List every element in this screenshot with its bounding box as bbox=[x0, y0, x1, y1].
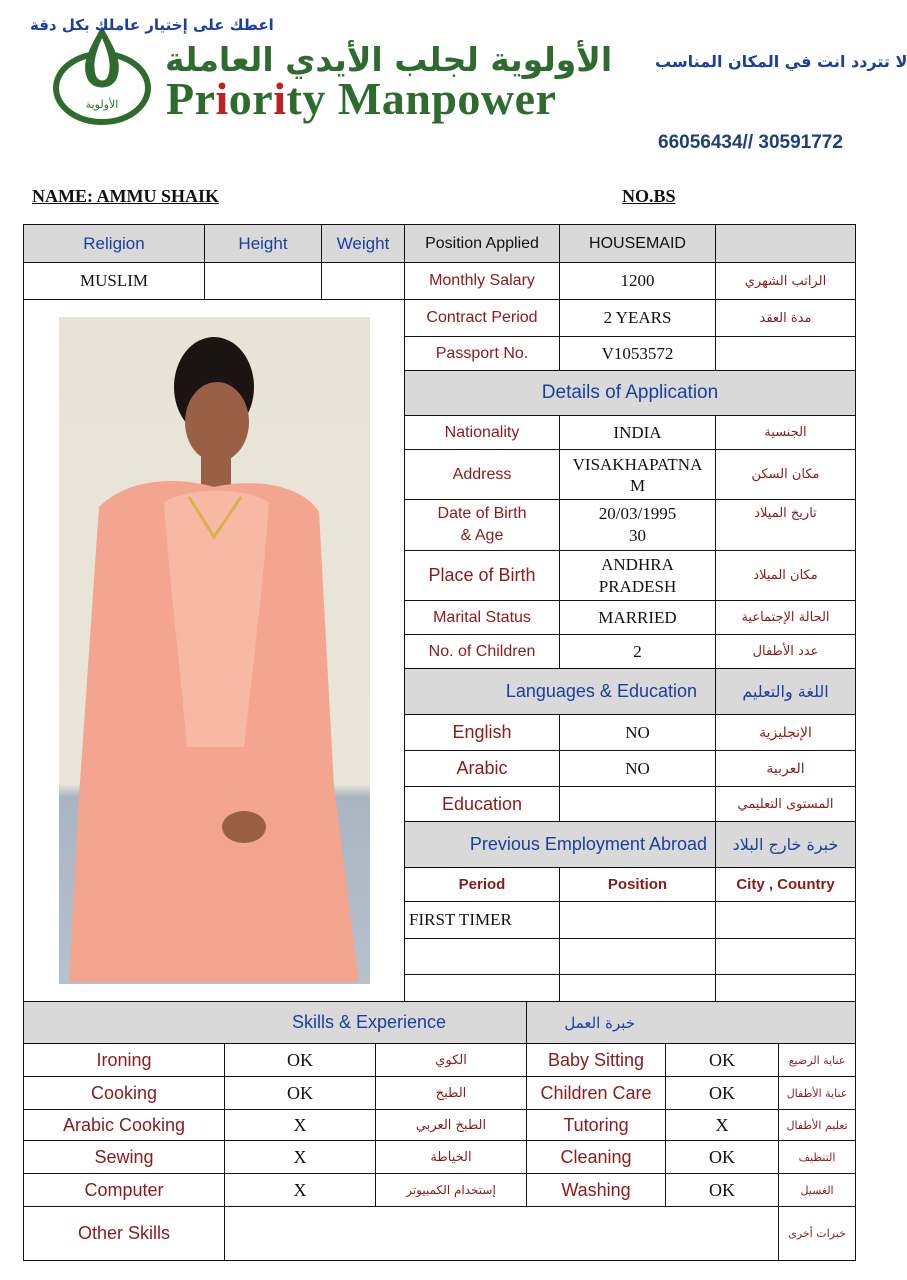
skill-value: OK bbox=[666, 1141, 779, 1174]
skills-table bbox=[23, 1001, 856, 1261]
skill-label-ar: الكوي bbox=[376, 1044, 527, 1077]
employment-position bbox=[560, 902, 716, 939]
skill-label-ar: الطبخ bbox=[376, 1077, 527, 1110]
candidate-name: NAME: AMMU SHAIK bbox=[32, 186, 219, 206]
skill-value: X bbox=[666, 1110, 779, 1141]
other-skills-value bbox=[225, 1207, 779, 1261]
other-skills-label-ar: خبرات أخرى bbox=[779, 1207, 856, 1261]
skill-label-ar: تعليم الأطفال bbox=[779, 1110, 856, 1141]
position-applied-label: Position Applied bbox=[405, 225, 560, 263]
skill-label: Tutoring bbox=[527, 1110, 666, 1141]
company-name-arabic: الأولوية لجلب الأيدي العاملة bbox=[165, 40, 613, 79]
skill-label-ar: إستخدام الكمبيوتر bbox=[376, 1174, 527, 1207]
skill-label: Ironing bbox=[24, 1044, 225, 1077]
dob-value: 20/03/1995 30 bbox=[560, 500, 716, 551]
nationality-label-ar: الجنسية bbox=[716, 416, 856, 450]
employment-city bbox=[716, 975, 856, 1002]
skill-label-ar: عناية الرضيع bbox=[779, 1044, 856, 1077]
position-column-header: Position bbox=[560, 868, 716, 902]
company-logo bbox=[50, 18, 155, 128]
place-of-birth-value: ANDHRA PRADESH bbox=[560, 551, 716, 601]
salary-label: Monthly Salary bbox=[405, 263, 560, 300]
tagline: اعطك على إختيار عاملك بكل دقة bbox=[30, 16, 274, 34]
employment-city bbox=[716, 939, 856, 975]
weight-header: Weight bbox=[322, 225, 405, 263]
dob-label-ar: تاريخ الميلاد bbox=[716, 500, 856, 551]
place-of-birth-label: Place of Birth bbox=[405, 551, 560, 601]
photo-cell bbox=[24, 300, 405, 1002]
arabic-label-ar: العربية bbox=[716, 751, 856, 787]
candidate-figure bbox=[69, 327, 359, 982]
empty-cell bbox=[716, 225, 856, 263]
contract-period-label: Contract Period bbox=[405, 300, 560, 337]
arabic-label: Arabic bbox=[405, 751, 560, 787]
employment-position bbox=[560, 939, 716, 975]
nationality-value: INDIA bbox=[560, 416, 716, 450]
phone-numbers: 66056434// 30591772 bbox=[658, 132, 843, 153]
english-value: NO bbox=[560, 715, 716, 751]
marital-status-label: Marital Status bbox=[405, 601, 560, 635]
skill-label: Computer bbox=[24, 1174, 225, 1207]
skill-value: OK bbox=[225, 1044, 376, 1077]
passport-value: V1053572 bbox=[560, 337, 716, 371]
skill-value: OK bbox=[666, 1174, 779, 1207]
contract-period-value: 2 YEARS bbox=[560, 300, 716, 337]
skills-heading: Skills & Experience bbox=[24, 1002, 527, 1044]
other-skills-label: Other Skills bbox=[24, 1207, 225, 1261]
weight-value bbox=[322, 263, 405, 300]
logo-text: الأولوية bbox=[85, 98, 119, 111]
slogan: لا تتردد انت في المكان المناسب bbox=[655, 52, 907, 71]
application-table bbox=[23, 224, 856, 1002]
height-value bbox=[205, 263, 322, 300]
empty-cell bbox=[716, 337, 856, 371]
skill-label-ar: الخياطة bbox=[376, 1141, 527, 1174]
skill-label: Washing bbox=[527, 1174, 666, 1207]
address-value: VISAKHAPATNA M bbox=[560, 450, 716, 500]
employment-heading-ar: خبرة خارج البلاد bbox=[716, 822, 856, 868]
english-label: English bbox=[405, 715, 560, 751]
skill-label: Sewing bbox=[24, 1141, 225, 1174]
form-header bbox=[0, 0, 907, 170]
education-value bbox=[560, 787, 716, 822]
marital-status-value: MARRIED bbox=[560, 601, 716, 635]
skill-label-ar: التنظيف bbox=[779, 1141, 856, 1174]
address-label-ar: مكان السكن bbox=[716, 450, 856, 500]
religion-value: MUSLIM bbox=[24, 263, 205, 300]
salary-label-ar: الراتب الشهري bbox=[716, 263, 856, 300]
skill-label-ar: عناية الأطفال bbox=[779, 1077, 856, 1110]
position-applied-value: HOUSEMAID bbox=[560, 225, 716, 263]
place-of-birth-label-ar: مكان الميلاد bbox=[716, 551, 856, 601]
skill-label: Children Care bbox=[527, 1077, 666, 1110]
religion-header: Religion bbox=[24, 225, 205, 263]
skill-label: Cooking bbox=[24, 1077, 225, 1110]
marital-status-label-ar: الحالة الإجتماعية bbox=[716, 601, 856, 635]
skill-value: OK bbox=[666, 1044, 779, 1077]
skill-value: X bbox=[225, 1110, 376, 1141]
english-label-ar: الإنجليزية bbox=[716, 715, 856, 751]
passport-label: Passport No. bbox=[405, 337, 560, 371]
candidate-photo bbox=[59, 317, 370, 984]
employment-period bbox=[405, 975, 560, 1002]
city-column-header: City , Country bbox=[716, 868, 856, 902]
contract-period-label-ar: مدة العقد bbox=[716, 300, 856, 337]
skill-label: Baby Sitting bbox=[527, 1044, 666, 1077]
skill-value: OK bbox=[225, 1077, 376, 1110]
skill-value: X bbox=[225, 1174, 376, 1207]
children-label: No. of Children bbox=[405, 635, 560, 669]
period-column-header: Period bbox=[405, 868, 560, 902]
languages-heading: Languages & Education bbox=[405, 669, 716, 715]
skill-label: Arabic Cooking bbox=[24, 1110, 225, 1141]
children-label-ar: عدد الأطفال bbox=[716, 635, 856, 669]
arabic-value: NO bbox=[560, 751, 716, 787]
salary-value: 1200 bbox=[560, 263, 716, 300]
employment-period bbox=[405, 939, 560, 975]
skills-heading-ar: خبرة العمل bbox=[527, 1002, 856, 1044]
details-heading: Details of Application bbox=[405, 371, 856, 416]
employment-city bbox=[716, 902, 856, 939]
skill-value: X bbox=[225, 1141, 376, 1174]
skill-label: Cleaning bbox=[527, 1141, 666, 1174]
skill-label-ar: الطبخ العربي bbox=[376, 1110, 527, 1141]
employment-position bbox=[560, 975, 716, 1002]
employment-heading: Previous Employment Abroad bbox=[405, 822, 716, 868]
candidate-number: NO.BS bbox=[622, 186, 676, 206]
education-label: Education bbox=[405, 787, 560, 822]
skill-label-ar: الغسيل bbox=[779, 1174, 856, 1207]
employment-period: FIRST TIMER bbox=[405, 902, 560, 939]
children-value: 2 bbox=[560, 635, 716, 669]
dob-label: Date of Birth & Age bbox=[405, 500, 560, 551]
education-label-ar: المستوى التعليمي bbox=[716, 787, 856, 822]
nationality-label: Nationality bbox=[405, 416, 560, 450]
height-header: Height bbox=[205, 225, 322, 263]
skill-value: OK bbox=[666, 1077, 779, 1110]
languages-heading-ar: اللغة والتعليم bbox=[716, 669, 856, 715]
address-label: Address bbox=[405, 450, 560, 500]
company-name: Priority Manpower bbox=[166, 73, 557, 124]
